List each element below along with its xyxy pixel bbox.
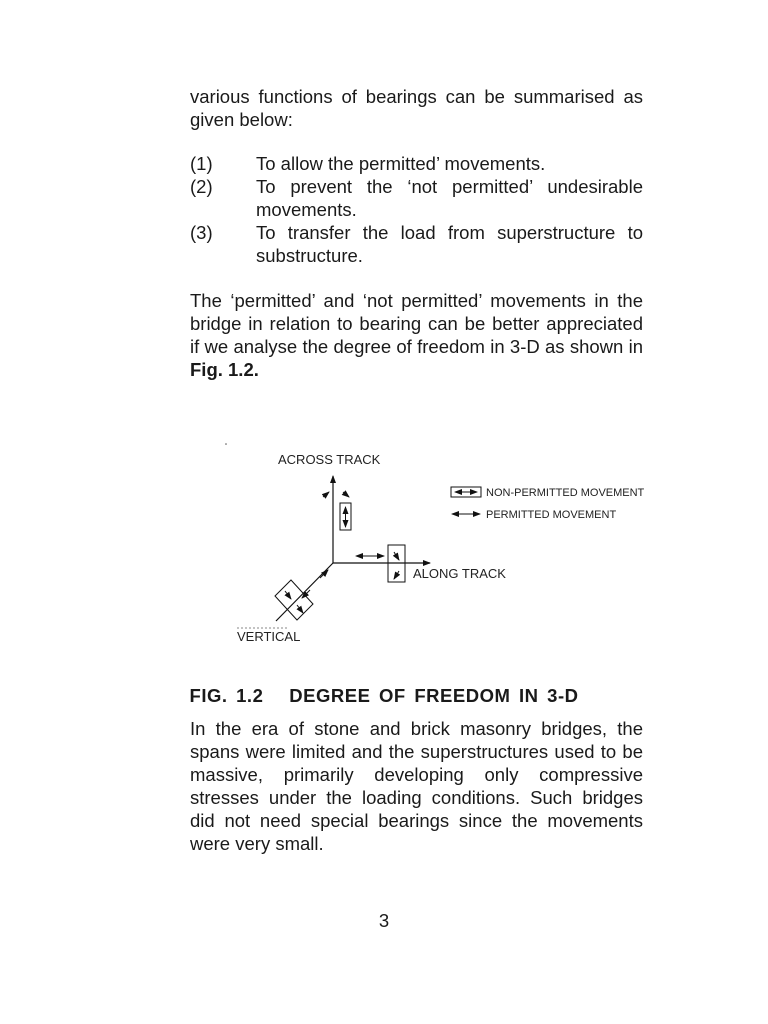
- masonry-paragraph: [190, 717, 643, 855]
- legend-non-permitted-label: NON-PERMITTED MOVEMENT: [486, 487, 645, 499]
- list-text: To transfer the load from superstructure to substructure.: [256, 222, 643, 266]
- stray-dot: [225, 443, 227, 445]
- across-track-label: ACROSS TRACK: [278, 452, 381, 467]
- list-number: (1): [190, 153, 213, 174]
- list-number: (3): [190, 222, 213, 243]
- list-text: To allow the permitted’ movements.: [256, 153, 546, 174]
- vertical-label: VERTICAL: [237, 629, 301, 644]
- masonry-text: In the era of stone and brick masonry bridges, the spans were limited and the superstructures used to be massive, primarily developing only compressive stresses under the loading conditions. Such bridges did not need special bearings since the movements were very small.: [190, 718, 643, 854]
- intro-text: various functions of bearings can be summarised as given below:: [190, 86, 643, 130]
- list-number: (2): [190, 176, 213, 197]
- movements-body: The ‘permitted’ and ‘not permitted’ movements in the bridge in relation to bearing can be better appreciated if we analyse the degree of freedom in 3-D as shown in: [190, 290, 643, 357]
- legend-permitted-label: PERMITTED MOVEMENT: [486, 509, 617, 521]
- axes: [276, 476, 430, 621]
- legend-non-permitted-symbol: [451, 487, 481, 497]
- figure-reference: Fig. 1.2.: [190, 359, 259, 380]
- legend: [451, 487, 645, 521]
- across-track-symbols: [323, 492, 351, 530]
- along-track-label: ALONG TRACK: [413, 566, 506, 581]
- page-number: 3: [378, 910, 390, 931]
- figure-caption: FIG. 1.2 DEGREE OF FREEDOM IN 3-D: [189, 685, 579, 706]
- list-text: To prevent the ‘not permitted’ undesirable movements.: [256, 176, 643, 220]
